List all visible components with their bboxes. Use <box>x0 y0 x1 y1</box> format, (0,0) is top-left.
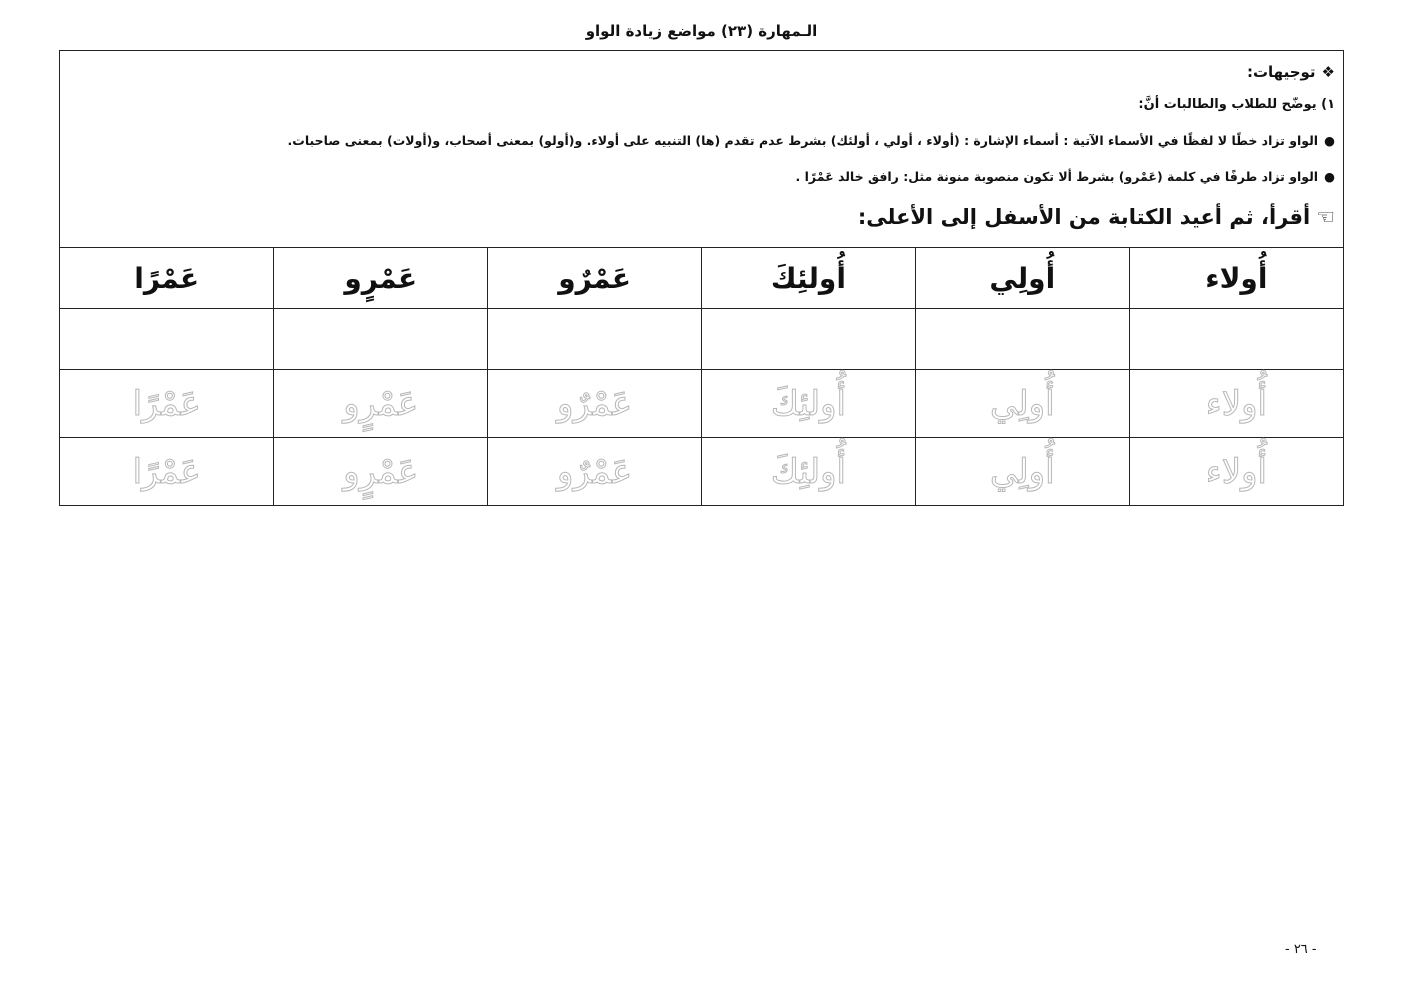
word-cell: أُولئِكَ <box>702 248 916 309</box>
trace-cell[interactable]: أُولِي <box>915 370 1129 438</box>
pointing-hand-icon: ☜ <box>1316 205 1335 229</box>
trace-cell[interactable]: أُولئِكَ <box>702 438 916 506</box>
word-cell: عَمْرٍو <box>274 248 488 309</box>
task-text: أقرأ، ثم أعيد الكتابة من الأسفل إلى الأعلى: <box>857 205 1311 229</box>
directions-intro: ١) يوضّح للطلاب والطالبات أنَّ: <box>1138 97 1335 112</box>
writing-cell[interactable] <box>1129 309 1343 370</box>
trace-cell[interactable]: عَمْرًا <box>132 451 201 492</box>
trace-cell[interactable]: أُولاء <box>1129 438 1343 506</box>
trace-cell[interactable]: أُولاء <box>1129 370 1343 438</box>
directions-heading <box>68 57 1335 87</box>
word-cell: عَمْرًا <box>60 248 274 309</box>
trace-cell[interactable]: عَمْرًا <box>60 370 274 438</box>
trace-cell[interactable]: عَمْرٍو <box>274 370 488 438</box>
trace-cell[interactable]: أُولئِكَ <box>702 370 916 438</box>
rule-bullet <box>68 159 1335 195</box>
page-title: الـمهارة (٢٣) مواضع زيادة الواو <box>585 22 818 40</box>
trace-row <box>60 438 1343 506</box>
directions-section <box>60 51 1343 248</box>
blank-writing-row <box>60 309 1343 370</box>
trace-row <box>60 370 1343 438</box>
word-cell: أُولِي <box>915 248 1129 309</box>
rule-text: الواو تزاد خطًا لا لفظًا في الأسماء الآتية : أسماء الإشارة : (أولاء ، أولي ، أولئك) بشرط عدم تقدم (ها) التنبيه على أولاء. و(أولو) بمعنى أصحاب، و(أولات) بمعنى صاحبات. <box>287 133 1319 148</box>
page-number: - ٢٦ - <box>1285 942 1317 957</box>
writing-cell[interactable] <box>488 309 702 370</box>
diamond-icon: ❖ <box>1321 63 1335 81</box>
rule-text: الواو تزاد طرفًا في كلمة (عَمْرو) بشرط ألا تكون منصوبة منونة مثل: رافق خالد عَمْرًا . <box>795 169 1319 184</box>
writing-cell[interactable] <box>274 309 488 370</box>
word-cell: أُولاء <box>1129 248 1343 309</box>
directions-heading-text: توجيهات: <box>1246 63 1316 81</box>
task-instruction <box>68 195 1335 239</box>
trace-cell[interactable]: أُولِي <box>915 438 1129 506</box>
rule-bullet <box>68 123 1335 159</box>
word-cell: عَمْرٌو <box>488 248 702 309</box>
word-row <box>60 248 1343 309</box>
trace-cell[interactable]: عَمْرٍو <box>274 438 488 506</box>
worksheet-frame <box>59 50 1344 506</box>
bullet-icon: ● <box>1324 133 1335 148</box>
bullet-icon: ● <box>1324 169 1335 184</box>
writing-grid <box>60 248 1343 505</box>
writing-cell[interactable] <box>702 309 916 370</box>
writing-cell[interactable] <box>915 309 1129 370</box>
trace-cell[interactable]: عَمْرٌو <box>488 370 702 438</box>
writing-cell[interactable] <box>60 309 274 370</box>
trace-cell[interactable]: عَمْرٌو <box>488 438 702 506</box>
